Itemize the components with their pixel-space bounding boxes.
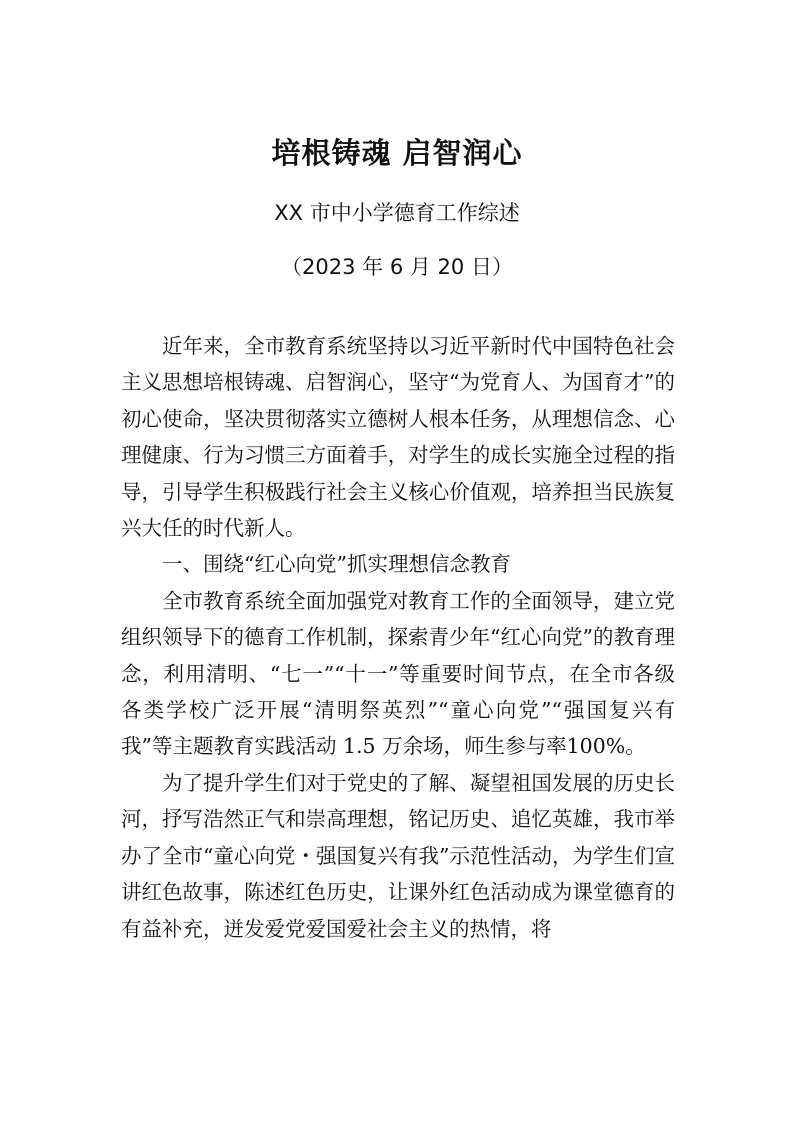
body-paragraph: 全市教育系统全面加强党对教育工作的全面领导，建立党组织领导下的德育工作机制，探索青少年“红心向党”的教育理念，利用清明、“七一”“十一”等重要时间节点，在全市各级各类学校广泛开展“清明祭英烈”“童心向党”“强国复兴有我”等主题教育实践活动 1.5 万余场，师生参与率100%。 xyxy=(121,588,675,759)
document-title: 培根铸魂 启智润心 xyxy=(271,136,523,170)
body-paragraph: 为了提升学生们对于党史的了解、凝望祖国发展的历史长河，抒写浩然正气和崇高理想，铭记历史、追忆英雄，我市举办了全市“童心向党・强国复兴有我”示范性活动，为学生们宣讲红色故事，陈述红色历史，让课外红色活动成为课堂德育的有益补充，迸发爱党爱国爱社会主义的热情，将 xyxy=(121,770,675,941)
document-subtitle: XX 市中小学德育工作综述 xyxy=(274,201,520,225)
document-date: （2023 年 6 月 20 日） xyxy=(281,255,513,279)
document-body xyxy=(121,328,675,947)
intro-paragraph: 近年来，全市教育系统坚持以习近平新时代中国特色社会主义思想培根铸魂、启智润心，坚守“为党育人、为国育才”的初心使命，坚决贯彻落实立德树人根本任务，从理想信念、心理健康、行为习惯三方面着手，对学生的成长实施全过程的指导，引导学生积极践行社会主义核心价值观，培养担当民族复兴大任的时代新人。 xyxy=(121,334,675,541)
section-heading: 一、围绕“红心向党”抓实理想信念教育 xyxy=(162,552,511,577)
